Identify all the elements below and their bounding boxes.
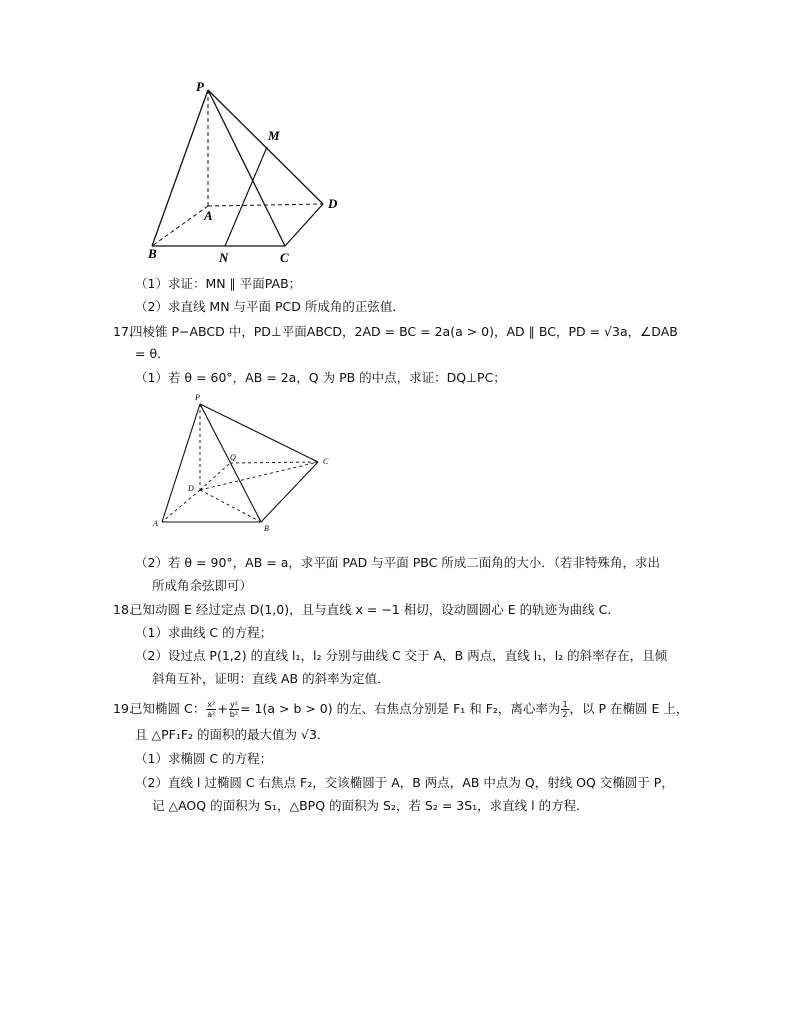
q19-stem-b: = 1(a > b > 0) 的左、右焦点分别是 F₁ 和 F₂，离心率为 xyxy=(240,701,561,716)
vertex-label-P: P xyxy=(195,393,200,402)
vertex-label-A: A xyxy=(204,208,213,223)
vertex-label-P: P xyxy=(196,79,204,94)
q17-part1: （1）若 θ = 60°，AB = 2a，Q 为 PB 的中点，求证：DQ⊥PC； xyxy=(135,370,506,385)
q18-part2-line1: （2）设过点 P(1,2) 的直线 l₁，l₂ 分别与曲线 C 交于 A，B 两点，直线 l₁，l₂ 的斜率存在，且倾 xyxy=(135,648,668,663)
vertex-label-B: B xyxy=(264,524,269,533)
fraction-y2-b2 xyxy=(229,700,239,719)
point-label-Q: Q xyxy=(230,453,236,462)
frac1-den: a² xyxy=(207,710,216,719)
plus-sign: + xyxy=(217,701,228,716)
q19-stem-line2: 且 △PF₁F₂ 的面积的最大值为 √3． xyxy=(135,727,330,742)
q18-part2-line2: 斜角互补，证明：直线 AB 的斜率为定值． xyxy=(152,671,390,686)
q17-number: 17. xyxy=(113,324,133,339)
vertex-label-C: C xyxy=(280,250,289,265)
q19-part1: （1）求椭圆 C 的方程； xyxy=(135,751,273,766)
q17-stem-line1: 四棱锥 P−ABCD 中，PD⊥平面ABCD，2AD = BC = 2a(a > 0)，AD ∥ BC，PD = √3a，∠DAB xyxy=(130,324,678,339)
frac3-num: 1 xyxy=(562,700,568,709)
q19-stem-c: ，以 P 在椭圆 E 上， xyxy=(569,701,689,716)
q17-part2-line2: 所成角余弦即可） xyxy=(152,578,253,593)
q17-stem xyxy=(113,324,678,340)
q18-number: 18. xyxy=(113,602,133,617)
frac2-den: b² xyxy=(229,710,239,719)
q18-part1: （1）求曲线 C 的方程； xyxy=(135,625,273,640)
q16-part2: （2）求直线 MN 与平面 PCD 所成角的正弦值． xyxy=(135,299,405,314)
frac1-num: x² xyxy=(207,700,216,709)
vertex-label-B: B xyxy=(148,246,157,261)
q17-part2-line1: （2）若 θ = 90°，AB = a，求平面 PAD 与平面 PBC 所成二面角的大小．（若非特殊角，求出 xyxy=(135,555,661,570)
q18-stem-text: 已知动圆 E 经过定点 D(1,0)，且与直线 x = −1 相切，设动圆圆心 E 的轨迹为曲线 C． xyxy=(130,602,620,617)
q19-part2-line2: 记 △AOQ 的面积为 S₁，△BPQ 的面积为 S₂，若 S₂ = 3S₁，求直线 l 的方程． xyxy=(152,798,589,813)
fraction-one-half xyxy=(561,700,568,719)
q19-part2-line1: （2）直线 l 过椭圆 C 右焦点 F₂，交该椭圆于 A，B 两点，AB 中点为 Q，射线 OQ 交椭圆于 P， xyxy=(135,775,674,790)
vertex-label-C: C xyxy=(323,457,329,466)
vertex-label-A: A xyxy=(153,519,158,528)
pyramid-figure-1 xyxy=(140,78,350,268)
q18-stem xyxy=(113,602,620,618)
q16-part1: （1）求证：MN ∥ 平面PAB； xyxy=(135,276,302,291)
frac3-den: 2 xyxy=(562,710,568,719)
vertex-label-D: D xyxy=(328,196,338,211)
fraction-x2-a2 xyxy=(206,700,216,719)
frac2-num: y² xyxy=(229,700,238,709)
vertex-label-D: D xyxy=(188,484,194,493)
point-label-N: N xyxy=(219,250,229,265)
point-label-M: M xyxy=(268,128,280,143)
pyramid-figure-2 xyxy=(148,390,338,536)
q17-stem-line2: = θ． xyxy=(135,346,170,361)
q19-number: 19. xyxy=(113,701,133,716)
q19-stem-a: 已知椭圆 C： xyxy=(130,701,206,716)
q19-stem xyxy=(113,698,688,720)
